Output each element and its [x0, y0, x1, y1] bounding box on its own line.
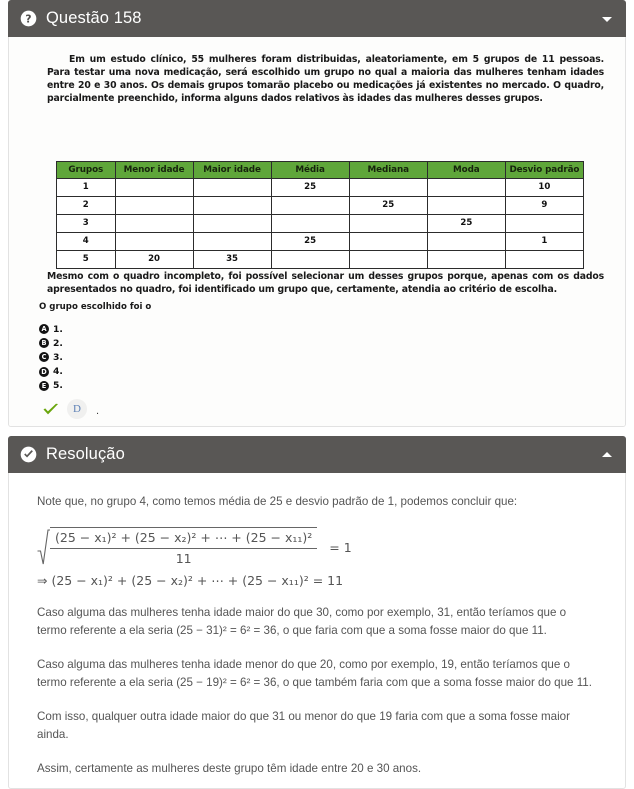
chevron-up-icon[interactable] — [602, 452, 612, 457]
radical-group — [37, 527, 317, 568]
question-panel-header[interactable] — [8, 0, 626, 37]
question-panel — [8, 0, 626, 427]
green-check-icon — [42, 402, 60, 417]
alternative-bullet-icon: C — [39, 352, 49, 362]
table-cell — [115, 215, 193, 233]
alternative-option-c[interactable] — [39, 350, 63, 364]
table-row — [57, 179, 584, 197]
table-cell — [427, 197, 505, 215]
resolution-panel-header[interactable] — [8, 436, 626, 473]
table-cell — [349, 251, 427, 269]
alternative-label: 3. — [53, 351, 63, 363]
table-cell: 25 — [271, 233, 349, 251]
table-cell: 1 — [505, 233, 583, 251]
table-cell — [271, 197, 349, 215]
table-cell: 2 — [57, 197, 116, 215]
table-cell — [193, 233, 271, 251]
resolution-paragraph-3: Com isso, qualquer outra idade maior do que 31 ou menor do que 19 faria com que a soma fosse maior ainda. — [37, 710, 570, 741]
table-header-cell: Menor idade — [115, 162, 193, 179]
statement-text-2: Mesmo com o quadro incompleto, foi possível selecionar um desses grupos porque, apenas com os dados apresentados no quadro, foi identificado um grupo que, certamente, atendia ao critério de escolha. — [47, 271, 604, 295]
resolution-paragraph-4: Assim, certamente as mulheres deste grupo têm idade entre 20 e 30 anos. — [37, 762, 422, 775]
alternative-option-b[interactable] — [39, 336, 63, 350]
table-row — [57, 251, 584, 269]
table-cell — [349, 233, 427, 251]
square-root-icon — [37, 527, 50, 568]
table-cell — [427, 179, 505, 197]
alternative-bullet-icon: A — [39, 324, 49, 334]
table-header-cell: Mediana — [349, 162, 427, 179]
table-header-cell: Média — [271, 162, 349, 179]
alternatives-list — [39, 322, 63, 393]
alternative-option-e[interactable] — [39, 379, 63, 393]
question-statement-paragraph-2 — [47, 271, 604, 297]
resolution-panel-title: Resolução — [46, 445, 125, 463]
standard-deviation-formula — [37, 527, 597, 590]
table-cell — [505, 251, 583, 269]
fraction — [50, 527, 317, 568]
table-cell — [505, 215, 583, 233]
table-cell — [115, 233, 193, 251]
table-header-row — [57, 162, 584, 179]
table-row — [57, 215, 584, 233]
fraction-numerator: (25 − x₁)² + (25 − x₂)² + ⋯ + (25 − x₁₁)² — [50, 529, 317, 549]
table-header-cell: Moda — [427, 162, 505, 179]
table-row — [57, 197, 584, 215]
table-cell — [271, 251, 349, 269]
alternative-bullet-icon: E — [39, 381, 49, 391]
check-circle-icon — [20, 446, 37, 463]
answer-letter-badge: D — [67, 399, 87, 419]
chevron-down-icon[interactable] — [602, 17, 612, 22]
formula-line-1 — [37, 527, 597, 568]
resolution-intro: Note que, no grupo 4, como temos média de 25 e desvio padrão de 1, podemos concluir que: — [37, 495, 518, 508]
scanned-question-image — [9, 37, 626, 426]
alternative-label: 1. — [53, 323, 63, 335]
table-cell — [193, 179, 271, 197]
alternative-option-d[interactable] — [39, 365, 63, 379]
question-circle-icon — [20, 10, 37, 27]
alternative-label: 5. — [53, 380, 63, 392]
svg-text:?: ? — [25, 12, 32, 26]
table-header-cell: Desvio padrão — [505, 162, 583, 179]
formula-line-2: ⇒ (25 − x₁)² + (25 − x₂)² + ⋯ + (25 − x₁₁)² = 11 — [37, 573, 344, 588]
table-cell — [115, 179, 193, 197]
statistics-table — [56, 161, 584, 269]
formula-equals: = 1 — [329, 539, 352, 555]
resolution-panel — [8, 436, 626, 789]
resolution-paragraph-1: Caso alguma das mulheres tenha idade maior do que 30, como por exemplo, 31, então teríamos que o termo referente a ela seria (25 − 31)² = 6² = 36, o que faria com que a soma fosse maior do que 11. — [37, 606, 567, 637]
table-cell — [349, 215, 427, 233]
alternative-bullet-icon: B — [39, 338, 49, 348]
alternative-label: 4. — [53, 366, 63, 378]
fraction-denominator: 11 — [175, 551, 192, 566]
resolution-paragraph-2: Caso alguma das mulheres tenha idade menor do que 20, como por exemplo, 19, então teríamos que o termo referente a ela seria (25 − 19)² = 6² = 36, o que também faria com que a soma fosse maior do que 11. — [37, 658, 592, 689]
table-cell: 10 — [505, 179, 583, 197]
resolution-panel-body — [8, 473, 626, 789]
table-row — [57, 233, 584, 251]
statement-text-1: Em um estudo clínico, 55 mulheres foram distribuidas, aleatoriamente, em 5 grupos de 11 pessoas. Para testar uma nova medicação, será escolhido um grupo no qual a maioria das mulheres tenham idades entre 20 e 30 anos. Os demais grupos tomarão placebo ou medicações já existentes no mercado. O quadro, parcialmente preenchido, informa alguns dados relativos às idades das mulheres desses grupos. — [47, 54, 604, 104]
table-cell — [427, 251, 505, 269]
table-cell — [115, 197, 193, 215]
table-cell: 25 — [427, 215, 505, 233]
table-cell: 25 — [349, 197, 427, 215]
table-cell — [193, 215, 271, 233]
table-cell: 35 — [193, 251, 271, 269]
question-panel-body — [8, 37, 626, 427]
table-header-cell: Grupos — [57, 162, 116, 179]
table-cell: 5 — [57, 251, 116, 269]
question-statement-paragraph-1 — [47, 54, 604, 106]
question-prompt: O grupo escolhido foi o — [39, 302, 152, 312]
table-cell: 9 — [505, 197, 583, 215]
answer-suffix: . — [96, 405, 100, 417]
table-header-cell: Maior idade — [193, 162, 271, 179]
table-cell — [271, 215, 349, 233]
alternative-option-a[interactable] — [39, 322, 63, 336]
table-cell: 25 — [271, 179, 349, 197]
table-cell — [427, 233, 505, 251]
correct-answer-row — [42, 399, 99, 419]
alternative-label: 2. — [53, 337, 63, 349]
table-cell: 4 — [57, 233, 116, 251]
question-panel-title: Questão 158 — [46, 9, 142, 27]
table-cell — [349, 179, 427, 197]
table-cell: 3 — [57, 215, 116, 233]
table-cell: 20 — [115, 251, 193, 269]
table-cell — [193, 197, 271, 215]
table-cell: 1 — [57, 179, 116, 197]
alternative-bullet-icon: D — [39, 367, 49, 377]
